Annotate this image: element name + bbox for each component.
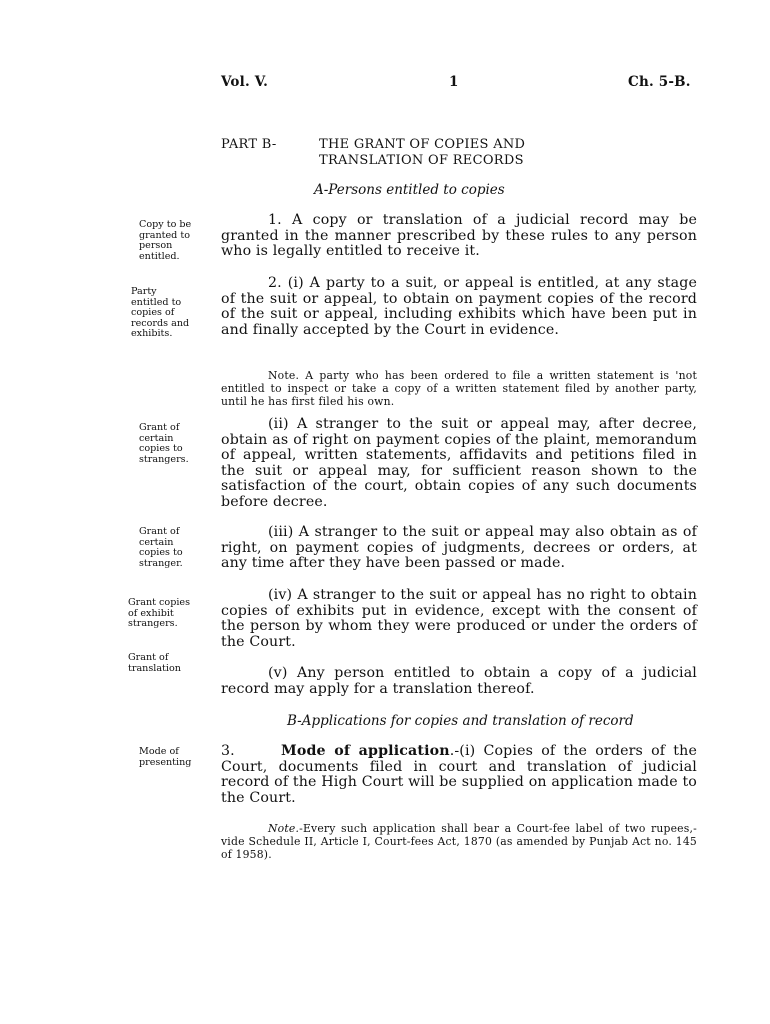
part-title-line1: THE GRANT OF COPIES AND (319, 137, 526, 152)
margin-note-copy-to-be-granted: Copy to be granted to person entitled. (139, 219, 192, 262)
margin-note-grant-certain-stranger: Grant of certain copies to stranger. (139, 526, 183, 569)
note-2-content (221, 822, 697, 861)
margin-note-party-entitled: Party entitled to copies of records and exhibits. (131, 286, 190, 340)
rule-2-v-paragraph (221, 666, 697, 697)
rule-2-i-text: 2. (i) A party to a suit, or appeal is entitled, at any stage of the suit or appeal, to obtain on payment copies of the record of the suit or appeal, including exhibits which have been put in and finally accepted by the Court in evidence. (221, 275, 697, 338)
section-a-heading: A-Persons entitled to copies (314, 182, 505, 198)
rule-2-ii-paragraph (221, 417, 697, 511)
margin-note-mode-presenting: Mode of presenting (139, 746, 192, 768)
note-2-text: -Every such application shall bear a Court-fee label of two rupees,-vide Schedule II, Article I, Court-fees Act, 1870 (as amended by Punjab Act no. 145 of 1958). (221, 822, 697, 861)
rule-2-v-text: (v) Any person entitled to obtain a copy of a judicial record may apply for a translation thereof. (221, 665, 697, 697)
note-1-text: Note. A party who has been ordered to file a written statement is 'not entitled to inspect or take a copy of a written statement filed by another party, until he has first filed his own. (221, 369, 697, 408)
rule-2-iii-text: (iii) A stranger to the suit or appeal may also obtain as of right, on payment copies of judgments, decrees or orders, at any time after they have been passed or made. (221, 524, 697, 572)
note-2-paragraph (221, 822, 697, 861)
rule-2-i-paragraph (221, 276, 697, 338)
rule-2-iii-paragraph (221, 525, 697, 572)
page-number: 1 (449, 74, 459, 90)
margin-note-grant-translation: Grant of translation (128, 652, 181, 674)
volume-label: Vol. V. (221, 74, 268, 90)
part-title-line2: TRANSLATION OF RECORDS (319, 153, 524, 168)
note-2-label: Note. (268, 822, 300, 835)
margin-note-grant-certain-strangers: Grant of certain copies to strangers. (139, 422, 189, 465)
rule-3-content (221, 744, 697, 806)
rule-3-paragraph (221, 744, 697, 806)
rule-3-title: Mode of application (281, 743, 450, 759)
rule-1-text: 1. A copy or translation of a judicial record may be granted in the manner prescribed by these rules to any person who is legally entitled to receive it. (221, 212, 697, 260)
margin-note-grant-exhibit-strangers: Grant copies of exhibit strangers. (128, 597, 191, 630)
rule-2-ii-text: (ii) A stranger to the suit or appeal may, after decree, obtain as of right on payment copies of the plaint, memorandum of appeal, written statements, affidavits and petitions filed in the suit or appeal may, for sufficient reason shown to the satisfaction of the court, obtain copies of any such documents before decree. (221, 416, 697, 510)
rule-3-text: .-(i) Copies of the orders of the Court, documents filed in court and translation of judicial record of the High Court will be supplied on application made to the Court. (221, 743, 697, 806)
rule-2-iv-paragraph (221, 588, 697, 650)
rule-2-iv-text: (iv) A stranger to the suit or appeal has no right to obtain copies of exhibits put in evidence, except with the consent of the person by whom they were produced or under the orders of the Court. (221, 587, 697, 650)
note-1-paragraph (221, 369, 697, 408)
section-b-heading: B-Applications for copies and translation of record (287, 713, 634, 729)
rule-1-paragraph (221, 213, 697, 260)
part-label: PART B- (221, 137, 277, 152)
chapter-label: Ch. 5-B. (628, 74, 691, 90)
rule-3-number: 3. (221, 743, 235, 759)
